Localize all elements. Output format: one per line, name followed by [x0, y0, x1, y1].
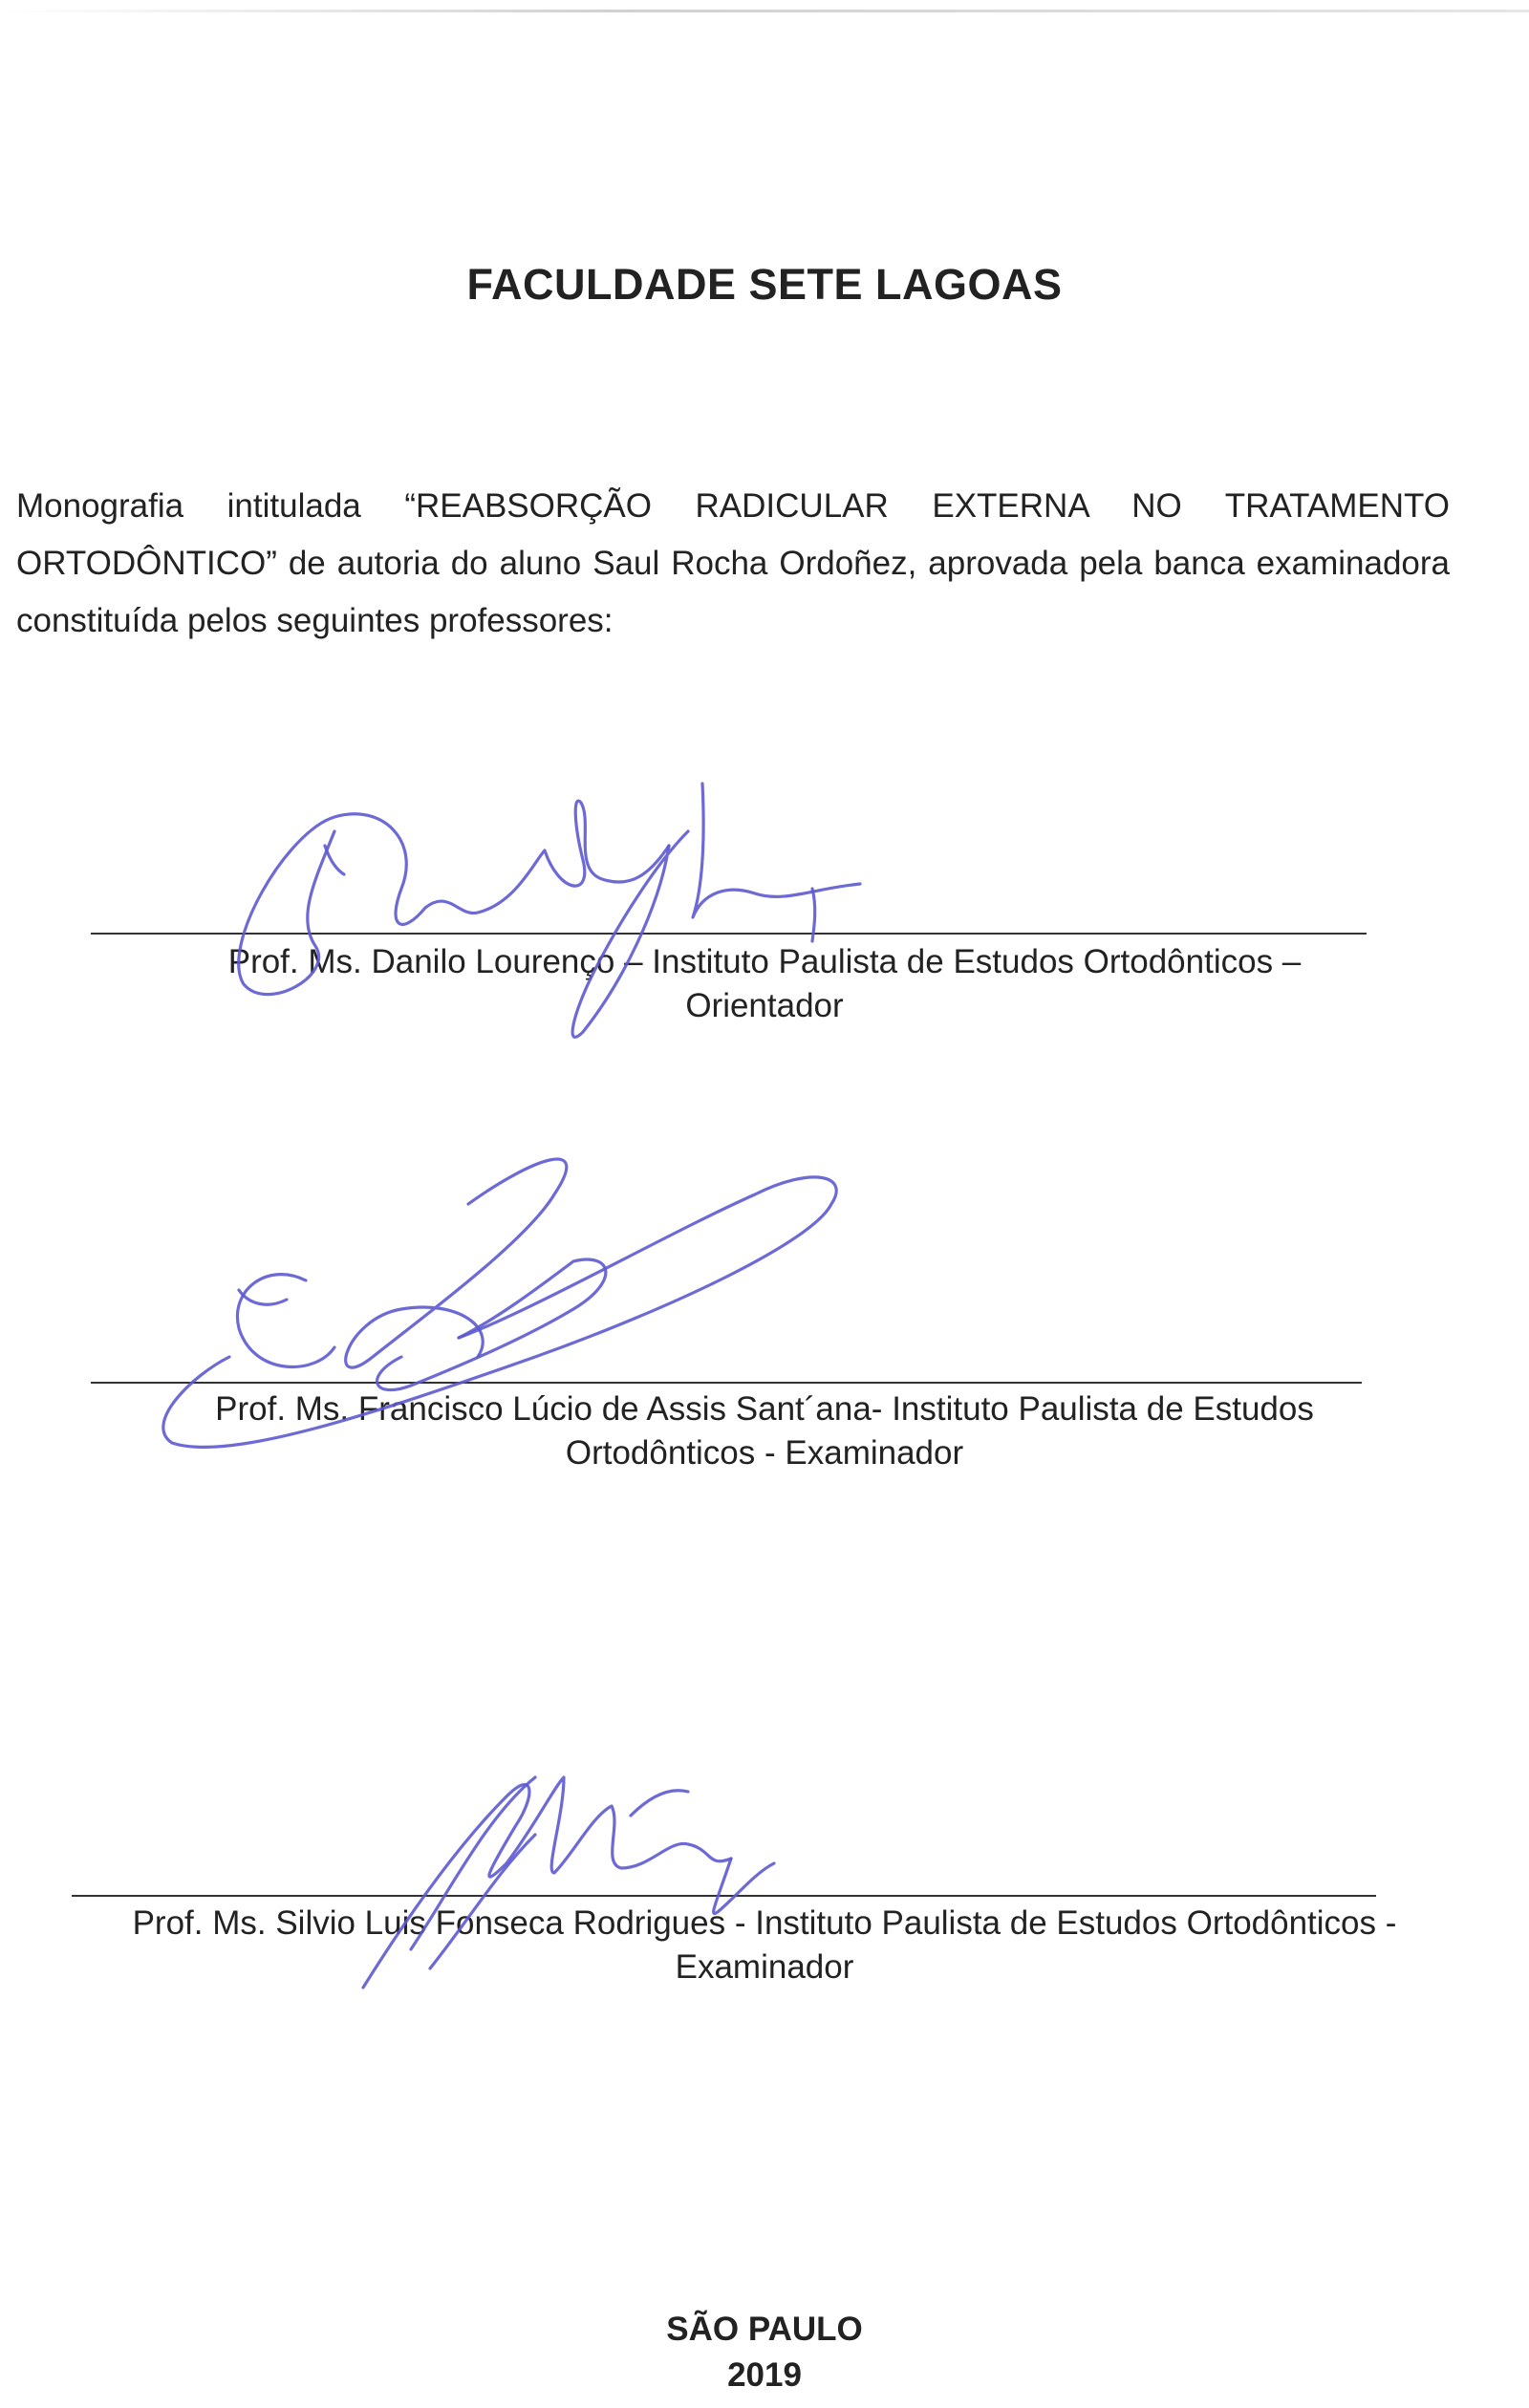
institution-title: FACULDADE SETE LAGOAS: [466, 260, 1063, 309]
examiner-3-line-2: Examinador: [675, 1948, 854, 1986]
city-label: SÃO PAULO: [666, 2311, 863, 2348]
approval-statement: Monografia intitulada “REABSORÇÃO RADICULAR EXTERNA NO TRATAMENTO ORTODÔNTICO” de autoria do aluno Saul Rocha Ordoñez, aprovada pela banca examinadora constituída pelos seguintes professores:: [16, 487, 1450, 639]
examiner-2-line-2: Ortodônticos - Examinador: [565, 1434, 964, 1472]
examiner-2-line-1: Prof. Ms. Francisco Lúcio de Assis Sant´ana- Instituto Paulista de Estudos: [215, 1390, 1314, 1428]
signature-line: [91, 933, 1367, 935]
signature-line: [91, 1382, 1362, 1384]
examiner-1-line-2: Orientador: [685, 987, 844, 1024]
signature-line: [72, 1895, 1376, 1897]
examiner-1-line-1: Prof. Ms. Danilo Lourenço – Instituto Paulista de Estudos Ortodônticos –: [227, 943, 1302, 980]
scan-edge-shadow: [0, 10, 1529, 12]
year-label: 2019: [727, 2356, 802, 2394]
examiner-3-line-1: Prof. Ms. Silvio Luis Fonseca Rodrigues - Instituto Paulista de Estudos Ortodônticos -: [132, 1904, 1397, 1942]
